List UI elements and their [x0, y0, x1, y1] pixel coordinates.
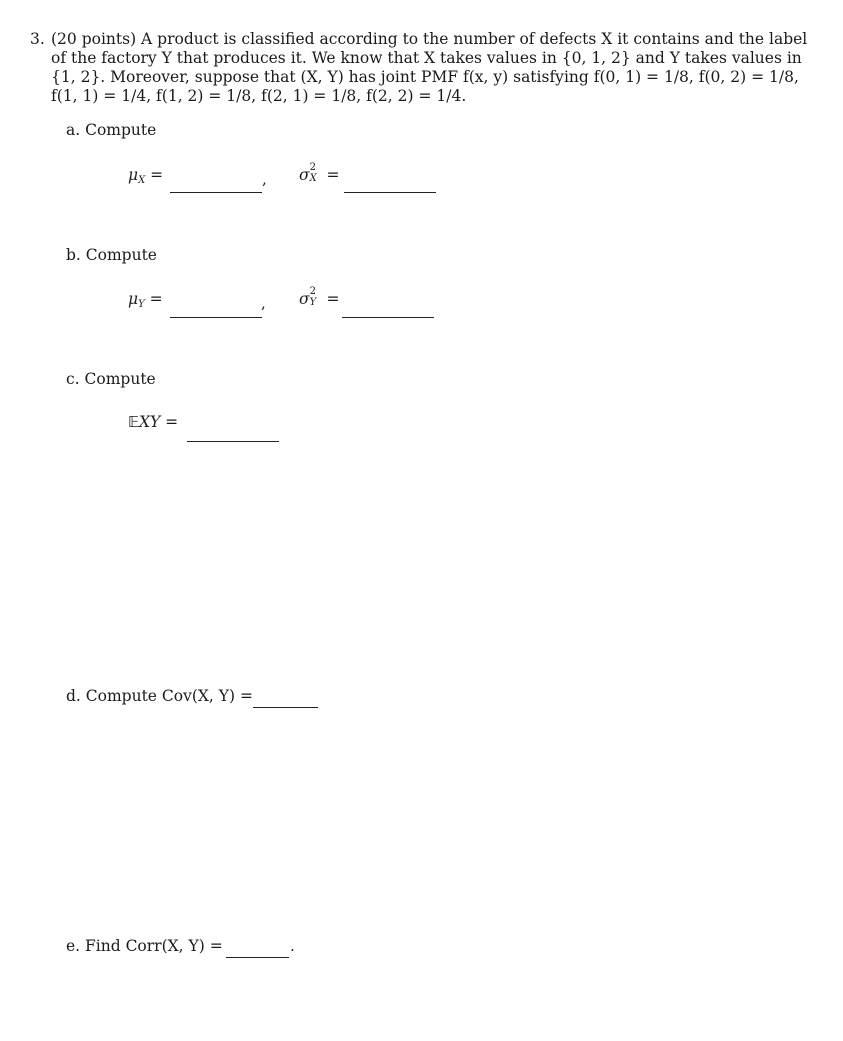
mu-y-answer-blank[interactable]: [170, 317, 262, 318]
sigma-x-label: σ 2 X =: [299, 162, 340, 184]
exy-answer-blank[interactable]: [187, 441, 279, 442]
exy-label: 𝔼XY =: [128, 413, 179, 431]
mu-x-answer-blank[interactable]: [170, 192, 262, 193]
problem-line-4: f(1, 1) = 1/4, f(1, 2) = 1/8, f(2, 1) = 1/8, f(2, 2) = 1/4.: [51, 87, 467, 105]
part-d-label: d. Compute Cov(X, Y) =: [66, 687, 253, 705]
sigma-y-answer-blank[interactable]: [342, 317, 434, 318]
part-a-comma: ,: [262, 170, 267, 188]
corr-answer-blank[interactable]: [226, 957, 289, 958]
part-a-label: a. Compute: [66, 121, 157, 139]
part-b-comma: ,: [261, 294, 266, 312]
cov-answer-blank[interactable]: [253, 707, 318, 708]
problem-line-1: (20 points) A product is classified according to the number of defects X it contains and the label: [51, 30, 808, 48]
problem-line-2: of the factory Y that produces it. We know that X takes values in {0, 1, 2} and Y takes values in: [51, 49, 802, 67]
sigma-x-answer-blank[interactable]: [344, 192, 436, 193]
part-e-label: e. Find Corr(X, Y) =: [66, 937, 223, 955]
part-c-label: c. Compute: [66, 370, 156, 388]
mu-x-label: $\mu_X$ =: [128, 166, 164, 186]
part-b-label: b. Compute: [66, 246, 157, 264]
mu-y-label: $\mu_Y$ =: [128, 290, 163, 310]
sigma-y-label: σ 2 Y =: [299, 286, 340, 308]
problem-line-3: {1, 2}. Moreover, suppose that (X, Y) has joint PMF f(x, y) satisfying f(0, 1) = 1/8, f(0, 2) = 1/8,: [51, 68, 799, 86]
part-e-period: .: [290, 937, 295, 955]
problem-number: 3.: [30, 30, 45, 48]
